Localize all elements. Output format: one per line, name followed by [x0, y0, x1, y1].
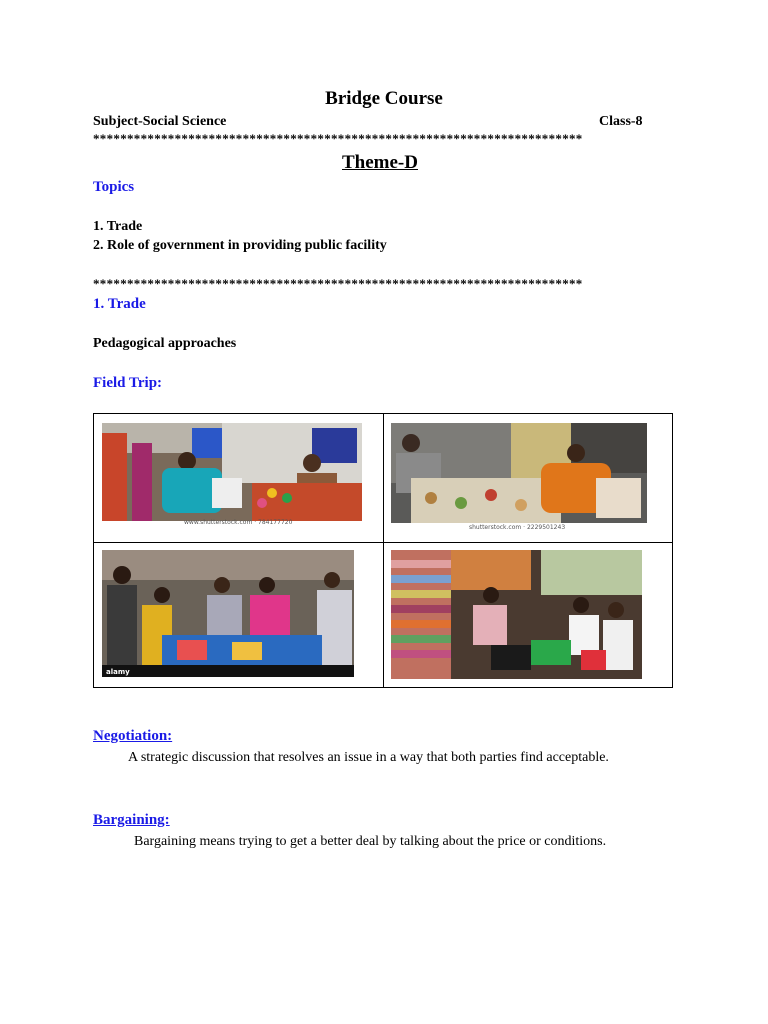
grid-divider-vertical — [383, 414, 384, 687]
photo-street-vendor — [391, 423, 647, 523]
topic-item-2: 2. Role of government in providing public facility — [93, 238, 387, 253]
theme-title: Theme-D — [342, 152, 418, 173]
image-grid — [93, 413, 673, 688]
field-trip-heading: Field Trip: — [93, 375, 163, 391]
definition-bargaining: Bargaining means trying to get a better deal by talking about the price or conditions. — [134, 834, 607, 849]
photo-textile-shop — [391, 550, 642, 679]
photo-market-stall — [102, 423, 362, 521]
topic-item-1: 1. Trade — [93, 219, 143, 234]
photo-caption-1: www.shutterstock.com · 784177720 — [184, 519, 293, 526]
topics-heading: Topics — [93, 179, 135, 195]
section-heading-trade: 1. Trade — [93, 296, 146, 312]
grid-divider-horizontal — [94, 542, 672, 543]
class-label: Class-8 — [599, 114, 643, 129]
pedagogy-subheading: Pedagogical approaches — [93, 336, 237, 351]
document-title: Bridge Course — [325, 88, 443, 109]
term-bargaining: Bargaining: — [93, 812, 170, 828]
subject-label: Subject-Social Science — [93, 114, 227, 129]
divider-top: ************************************************************************ — [93, 131, 583, 146]
term-negotiation: Negotiation: — [93, 728, 173, 744]
photo-watermark-3: alamy — [106, 668, 130, 676]
photo-caption-2: shutterstock.com · 2229501243 — [469, 524, 566, 531]
definition-negotiation: A strategic discussion that resolves an issue in a way that both parties find acceptable. — [128, 750, 609, 765]
divider-middle: ************************************************************************ — [93, 276, 583, 291]
photo-clothing-crowd — [102, 550, 354, 677]
